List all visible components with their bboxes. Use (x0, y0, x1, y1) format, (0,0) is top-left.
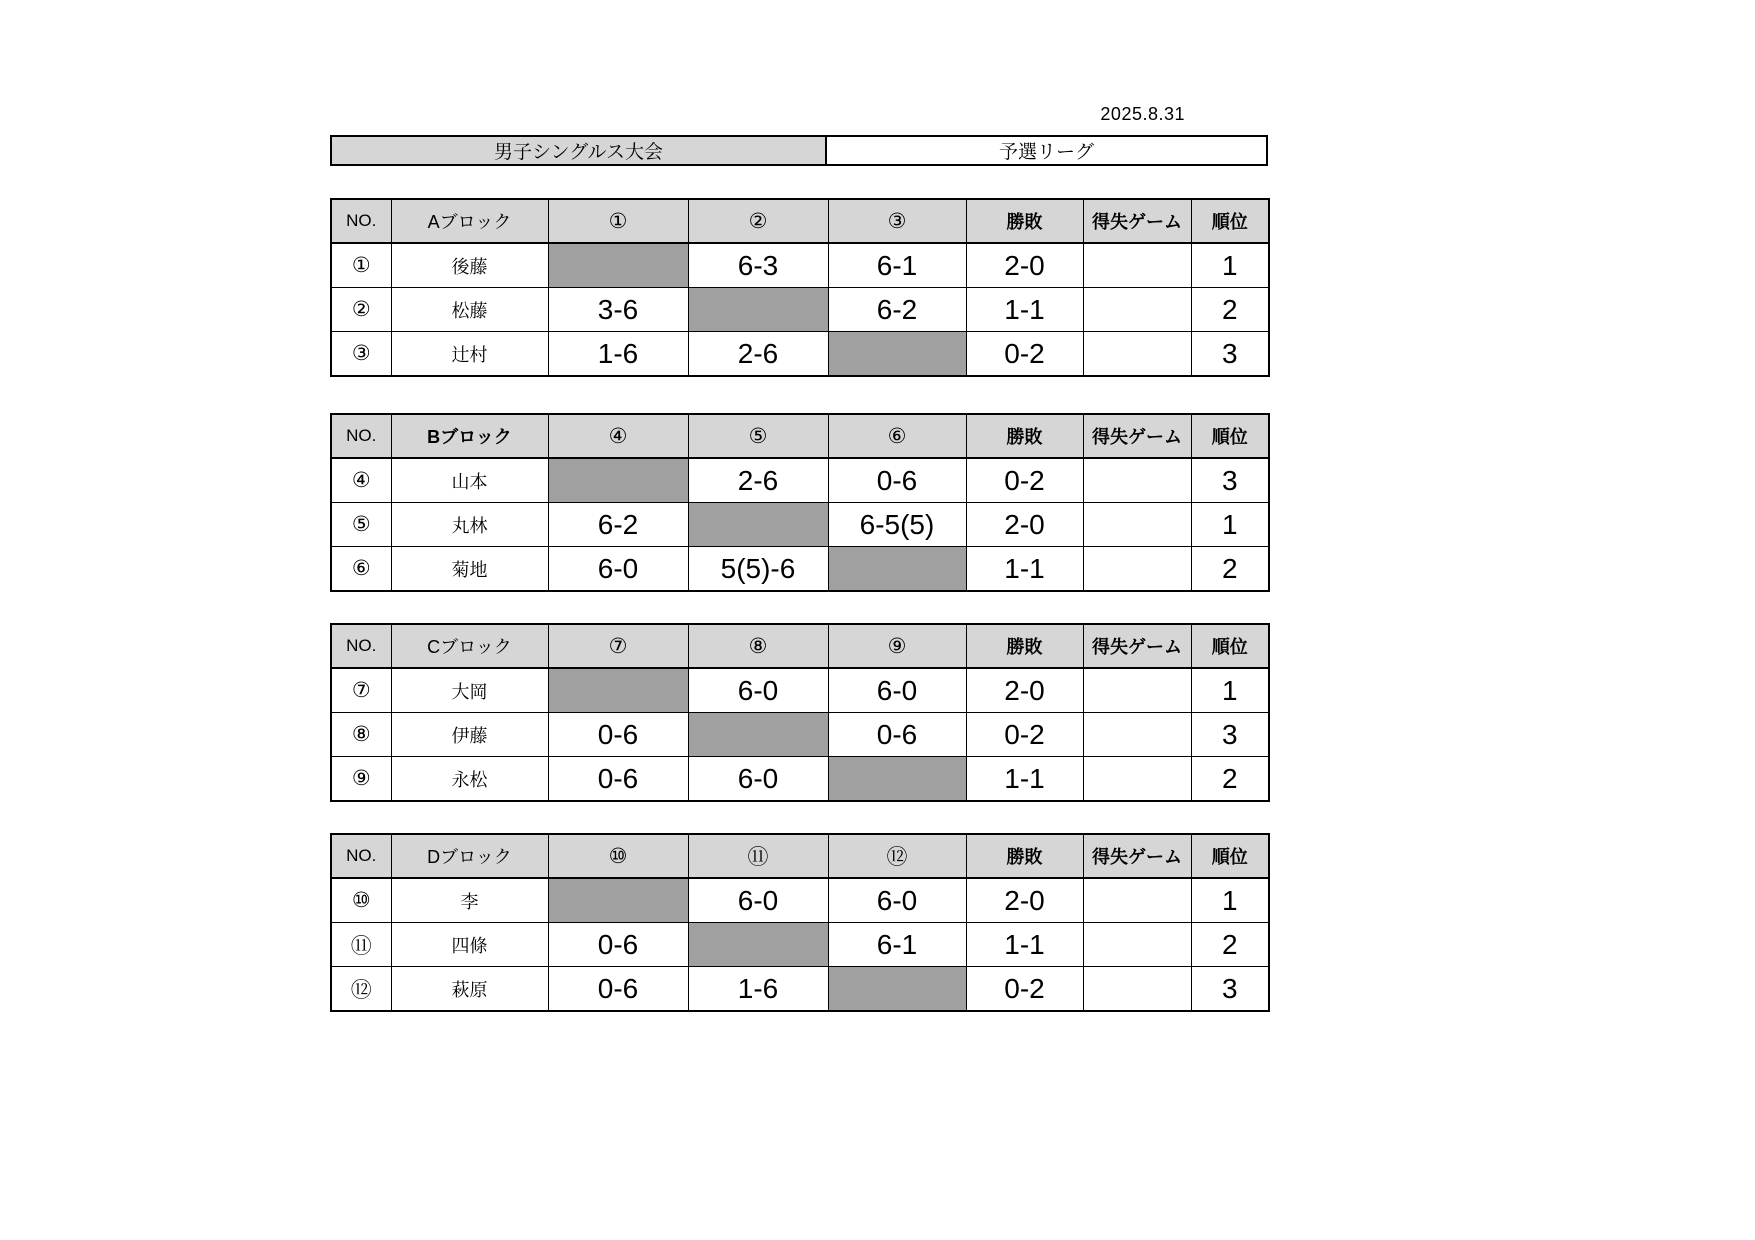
rank-cell: 1 (1191, 878, 1269, 923)
rank-cell: 2 (1191, 923, 1269, 967)
header-row (331, 414, 1269, 458)
col-header-opp2: ⑪ (688, 834, 828, 878)
table-row (331, 503, 1269, 547)
player-name: 大岡 (391, 668, 548, 713)
col-header-games: 得失ゲーム (1083, 414, 1191, 458)
winloss-cell: 2-0 (966, 503, 1083, 547)
self-match-cell (688, 288, 828, 332)
winloss-cell: 1-1 (966, 288, 1083, 332)
player-name: 後藤 (391, 243, 548, 288)
games-cell (1083, 967, 1191, 1012)
player-number: ② (331, 288, 391, 332)
player-number: ⑨ (331, 757, 391, 802)
col-header-block: Bブロック (391, 414, 548, 458)
self-match-cell (828, 757, 966, 802)
score-cell: 6-0 (828, 878, 966, 923)
table-row (331, 923, 1269, 967)
winloss-cell: 0-2 (966, 713, 1083, 757)
player-number: ⑦ (331, 668, 391, 713)
self-match-cell (828, 547, 966, 592)
stage-title: 予選リーグ (827, 137, 1266, 164)
games-cell (1083, 547, 1191, 592)
rank-cell: 2 (1191, 288, 1269, 332)
col-header-games: 得失ゲーム (1083, 199, 1191, 243)
table-row (331, 668, 1269, 713)
score-cell: 0-6 (828, 713, 966, 757)
winloss-cell: 2-0 (966, 878, 1083, 923)
table-row (331, 288, 1269, 332)
score-cell: 6-2 (548, 503, 688, 547)
score-cell: 0-6 (548, 923, 688, 967)
header-row (331, 199, 1269, 243)
col-header-games: 得失ゲーム (1083, 624, 1191, 668)
games-cell (1083, 923, 1191, 967)
player-name: 李 (391, 878, 548, 923)
games-cell (1083, 243, 1191, 288)
block-a-table (330, 198, 1270, 377)
col-header-opp3: ⑫ (828, 834, 966, 878)
score-cell: 0-6 (828, 458, 966, 503)
col-header-block: Dブロック (391, 834, 548, 878)
score-cell: 1-6 (548, 332, 688, 377)
player-number: ⑪ (331, 923, 391, 967)
self-match-cell (828, 967, 966, 1012)
col-header-rank: 順位 (1191, 414, 1269, 458)
winloss-cell: 1-1 (966, 757, 1083, 802)
col-header-winloss: 勝敗 (966, 414, 1083, 458)
tournament-title: 男子シングルス大会 (332, 137, 827, 164)
rank-cell: 1 (1191, 503, 1269, 547)
winloss-cell: 0-2 (966, 332, 1083, 377)
score-cell: 6-1 (828, 923, 966, 967)
col-header-games: 得失ゲーム (1083, 834, 1191, 878)
table-row (331, 332, 1269, 377)
table-row (331, 878, 1269, 923)
winloss-cell: 0-2 (966, 967, 1083, 1012)
col-header-opp2: ⑤ (688, 414, 828, 458)
table-row (331, 967, 1269, 1012)
winloss-cell: 0-2 (966, 458, 1083, 503)
table-row (331, 757, 1269, 802)
games-cell (1083, 458, 1191, 503)
games-cell (1083, 668, 1191, 713)
block-b-table (330, 413, 1270, 592)
player-name: 萩原 (391, 967, 548, 1012)
player-name: 山本 (391, 458, 548, 503)
winloss-cell: 1-1 (966, 547, 1083, 592)
self-match-cell (548, 243, 688, 288)
title-bar (330, 135, 1268, 166)
score-cell: 6-3 (688, 243, 828, 288)
col-header-opp1: ④ (548, 414, 688, 458)
score-cell: 0-6 (548, 967, 688, 1012)
winloss-cell: 1-1 (966, 923, 1083, 967)
games-cell (1083, 878, 1191, 923)
col-header-winloss: 勝敗 (966, 199, 1083, 243)
score-cell: 6-5(5) (828, 503, 966, 547)
score-cell: 2-6 (688, 332, 828, 377)
winloss-cell: 2-0 (966, 243, 1083, 288)
games-cell (1083, 503, 1191, 547)
table-row (331, 458, 1269, 503)
rank-cell: 1 (1191, 243, 1269, 288)
header-row (331, 834, 1269, 878)
block-c-table (330, 623, 1270, 802)
col-header-opp1: ⑩ (548, 834, 688, 878)
player-number: ③ (331, 332, 391, 377)
player-number: ① (331, 243, 391, 288)
col-header-winloss: 勝敗 (966, 834, 1083, 878)
player-number: ⑤ (331, 503, 391, 547)
col-header-rank: 順位 (1191, 199, 1269, 243)
self-match-cell (828, 332, 966, 377)
col-header-rank: 順位 (1191, 834, 1269, 878)
player-name: 四條 (391, 923, 548, 967)
player-name: 菊地 (391, 547, 548, 592)
col-header-block: Cブロック (391, 624, 548, 668)
player-name: 伊藤 (391, 713, 548, 757)
games-cell (1083, 713, 1191, 757)
rank-cell: 2 (1191, 547, 1269, 592)
rank-cell: 3 (1191, 967, 1269, 1012)
header-row (331, 624, 1269, 668)
score-cell: 5(5)-6 (688, 547, 828, 592)
games-cell (1083, 757, 1191, 802)
player-name: 永松 (391, 757, 548, 802)
player-number: ④ (331, 458, 391, 503)
date-label: 2025.8.31 (1100, 104, 1185, 124)
col-header-opp1: ⑦ (548, 624, 688, 668)
col-header-opp3: ⑨ (828, 624, 966, 668)
score-cell: 3-6 (548, 288, 688, 332)
col-header-opp2: ② (688, 199, 828, 243)
player-number: ⑧ (331, 713, 391, 757)
score-cell: 6-0 (828, 668, 966, 713)
player-number: ⑫ (331, 967, 391, 1012)
col-header-opp1: ① (548, 199, 688, 243)
rank-cell: 2 (1191, 757, 1269, 802)
col-header-opp3: ⑥ (828, 414, 966, 458)
col-header-opp2: ⑧ (688, 624, 828, 668)
self-match-cell (688, 923, 828, 967)
col-header-no: NO. (331, 199, 391, 243)
col-header-opp3: ③ (828, 199, 966, 243)
rank-cell: 3 (1191, 713, 1269, 757)
col-header-no: NO. (331, 834, 391, 878)
self-match-cell (548, 668, 688, 713)
self-match-cell (688, 713, 828, 757)
player-number: ⑥ (331, 547, 391, 592)
col-header-winloss: 勝敗 (966, 624, 1083, 668)
player-name: 松藤 (391, 288, 548, 332)
score-cell: 0-6 (548, 757, 688, 802)
player-name: 辻村 (391, 332, 548, 377)
player-number: ⑩ (331, 878, 391, 923)
col-header-no: NO. (331, 414, 391, 458)
col-header-rank: 順位 (1191, 624, 1269, 668)
self-match-cell (548, 878, 688, 923)
block-d-table (330, 833, 1270, 1012)
score-cell: 6-0 (688, 878, 828, 923)
score-cell: 2-6 (688, 458, 828, 503)
score-cell: 6-0 (548, 547, 688, 592)
score-cell: 6-0 (688, 757, 828, 802)
score-cell: 6-1 (828, 243, 966, 288)
games-cell (1083, 332, 1191, 377)
table-row (331, 243, 1269, 288)
table-row (331, 547, 1269, 592)
score-cell: 1-6 (688, 967, 828, 1012)
self-match-cell (688, 503, 828, 547)
self-match-cell (548, 458, 688, 503)
player-name: 丸林 (391, 503, 548, 547)
games-cell (1083, 288, 1191, 332)
rank-cell: 3 (1191, 458, 1269, 503)
rank-cell: 1 (1191, 668, 1269, 713)
rank-cell: 3 (1191, 332, 1269, 377)
table-row (331, 713, 1269, 757)
col-header-no: NO. (331, 624, 391, 668)
score-cell: 6-2 (828, 288, 966, 332)
winloss-cell: 2-0 (966, 668, 1083, 713)
score-cell: 0-6 (548, 713, 688, 757)
col-header-block: Aブロック (391, 199, 548, 243)
score-cell: 6-0 (688, 668, 828, 713)
